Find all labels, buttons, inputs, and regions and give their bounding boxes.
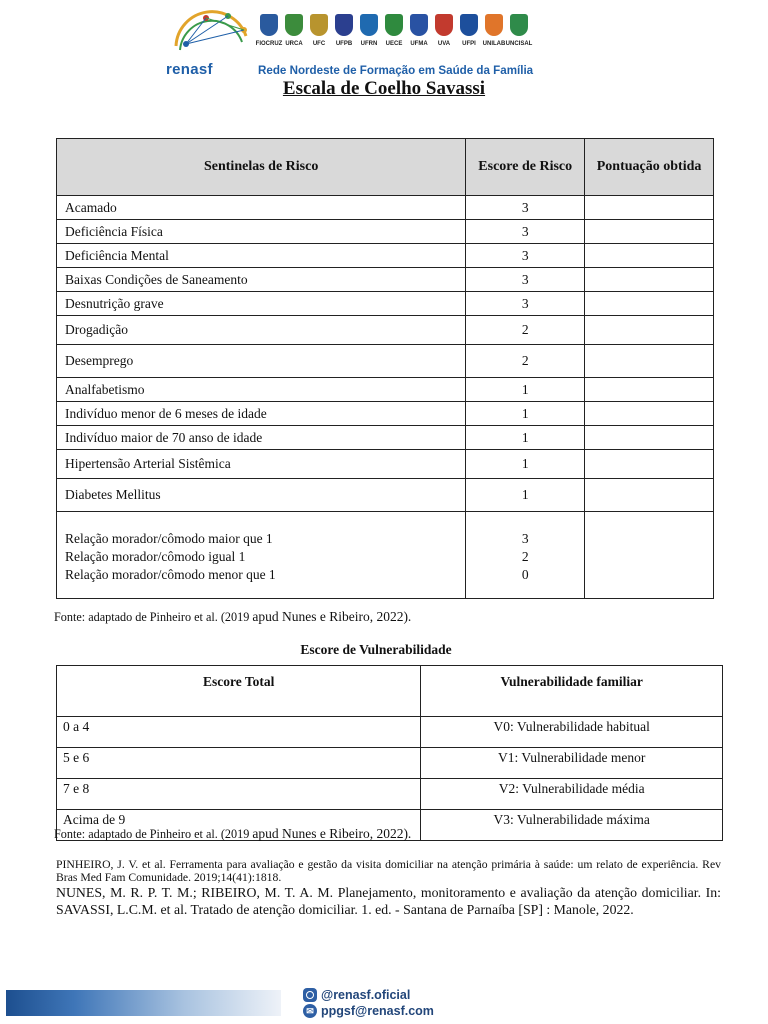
institution-crest-icon — [510, 14, 528, 36]
header-total-score: Escore Total — [57, 666, 421, 717]
vulnerability-table — [56, 665, 723, 841]
instagram-contact[interactable] — [303, 988, 410, 1002]
reference-pinheiro: PINHEIRO, J. V. et al. Ferramenta para avaliação e gestão da visita domiciliar na atenção primária à saúde: um relato de experiência. Rev Bras Med Fam Comunidade. 2019;14(41):1818. — [56, 858, 721, 884]
risk-score: 1 — [466, 378, 585, 402]
institution-crest-icon — [385, 14, 403, 36]
score-obtained-cell[interactable] — [585, 345, 714, 378]
risk-label: Deficiência Mental — [57, 244, 466, 268]
risk-row — [57, 402, 714, 426]
risk-score: 1 — [466, 450, 585, 479]
ratio-label: Relação morador/cômodo menor que 1 — [65, 567, 276, 582]
institution-crest-icon — [285, 14, 303, 36]
risk-label: Acamado — [57, 196, 466, 220]
risk-label: Indivíduo menor de 6 meses de idade — [57, 402, 466, 426]
risk-row — [57, 292, 714, 316]
vulnerability-level: V3: Vulnerabilidade máxima — [421, 810, 723, 841]
institution-logos — [255, 14, 533, 56]
institution-logo — [408, 14, 430, 56]
vulnerability-level: V0: Vulnerabilidade habitual — [421, 717, 723, 748]
institution-abbr: UVA — [437, 41, 451, 47]
risk-row — [57, 220, 714, 244]
institution-crest-icon — [435, 14, 453, 36]
vulnerability-row — [57, 779, 723, 810]
email-contact[interactable] — [303, 1004, 434, 1018]
risk-row-ratio — [57, 512, 714, 599]
header-risk-score: Escore de Risco — [466, 139, 585, 196]
ratio-labels — [57, 512, 466, 599]
institution-abbr: UFRN — [360, 41, 378, 47]
risk-row — [57, 378, 714, 402]
instagram-handle: @renasf.oficial — [321, 988, 411, 1002]
renasf-network-graphic — [166, 6, 256, 62]
institution-logo — [283, 14, 305, 56]
institution-abbr: FIOCRUZ — [255, 41, 283, 47]
vulnerability-title: Escore de Vulnerabilidade — [300, 642, 452, 657]
score-obtained-cell[interactable] — [585, 378, 714, 402]
score-range: 5 e 6 — [57, 748, 421, 779]
source-suffix: apud Nunes e Ribeiro, 2022). — [252, 609, 412, 624]
risk-row — [57, 426, 714, 450]
risk-row — [57, 345, 714, 378]
ratio-score: 2 — [521, 549, 529, 564]
risk-score: 1 — [466, 402, 585, 426]
risk-label: Hipertensão Arterial Sistêmica — [57, 450, 466, 479]
risk-label: Baixas Condições de Saneamento — [57, 268, 466, 292]
risk-score: 2 — [466, 316, 585, 345]
score-obtained-cell[interactable] — [585, 450, 714, 479]
network-name: Rede Nordeste de Formação em Saúde da Família — [258, 64, 534, 77]
score-obtained-cell[interactable] — [585, 426, 714, 450]
risk-row — [57, 450, 714, 479]
risk-score: 2 — [466, 345, 585, 378]
score-range: 0 a 4 — [57, 717, 421, 748]
institution-logo — [308, 14, 330, 56]
institution-crest-icon — [360, 14, 378, 36]
institution-logo — [433, 14, 455, 56]
source-prefix: Fonte: adaptado de Pinheiro et al. (2019 — [54, 827, 250, 841]
score-obtained-cell[interactable] — [585, 479, 714, 512]
score-range: Acima de 9 — [57, 810, 421, 841]
risk-score: 1 — [466, 426, 585, 450]
ratio-score: 3 — [521, 531, 529, 546]
institution-abbr: UNCISAL — [505, 41, 533, 47]
institution-abbr: UFPB — [335, 41, 353, 47]
score-obtained-cell[interactable] — [585, 268, 714, 292]
institution-abbr: UECE — [385, 41, 403, 47]
score-obtained-cell[interactable] — [585, 512, 714, 599]
page-title: Escala de Coelho Savassi — [282, 78, 486, 99]
risk-label: Deficiência Física — [57, 220, 466, 244]
ratio-scores — [466, 512, 585, 599]
risk-row — [57, 268, 714, 292]
institution-abbr: UFPI — [462, 41, 476, 47]
institution-crest-icon — [335, 14, 353, 36]
institution-crest-icon — [310, 14, 328, 36]
risk-row — [57, 244, 714, 268]
source-suffix: apud Nunes e Ribeiro, 2022). — [252, 826, 412, 841]
risk-row — [57, 316, 714, 345]
institution-crest-icon — [260, 14, 278, 36]
institution-abbr: UNILAB — [482, 41, 506, 47]
source-prefix: Fonte: adaptado de Pinheiro et al. (2019 — [54, 610, 250, 624]
institution-logo — [383, 14, 405, 56]
risk-label: Desemprego — [57, 345, 466, 378]
references — [56, 858, 721, 918]
vulnerability-row — [57, 717, 723, 748]
risk-score: 3 — [466, 196, 585, 220]
reference-nunes: NUNES, M. R. P. T. M.; RIBEIRO, M. T. A. M. Planejamento, monitoramento e avaliação da atenção domiciliar. In: SAVASSI, L.C.M. et al. Tratado de atenção domiciliar. 1. ed. - Santana de Parnaíba [SP] : Manole, 2022. — [56, 885, 721, 917]
header-family-vulnerability: Vulnerabilidade familiar — [421, 666, 723, 717]
institution-logo — [505, 14, 533, 56]
footer-gradient-bar — [6, 990, 281, 1016]
risk-score: 3 — [466, 268, 585, 292]
risk-score: 1 — [466, 479, 585, 512]
risk-score: 3 — [466, 292, 585, 316]
institution-logo — [333, 14, 355, 56]
header-sentinels: Sentinelas de Risco — [57, 139, 466, 196]
risk-label: Diabetes Mellitus — [57, 479, 466, 512]
score-obtained-cell[interactable] — [585, 244, 714, 268]
renasf-logo — [166, 6, 256, 78]
logo-text: renasf — [166, 61, 213, 78]
institution-abbr: UFC — [312, 41, 326, 47]
institution-crest-icon — [460, 14, 478, 36]
institution-crest-icon — [410, 14, 428, 36]
email-address: ppgsf@renasf.com — [321, 1004, 434, 1018]
risk-score: 3 — [466, 220, 585, 244]
institution-logo — [358, 14, 380, 56]
risk-score: 3 — [466, 244, 585, 268]
score-obtained-cell[interactable] — [585, 292, 714, 316]
institution-abbr: URCA — [285, 41, 303, 47]
instagram-icon — [303, 988, 317, 1002]
risk-row — [57, 196, 714, 220]
header-score-obtained: Pontuação obtida — [585, 139, 714, 196]
score-obtained-cell[interactable] — [585, 316, 714, 345]
ratio-score: 0 — [521, 567, 529, 582]
risk-table-header — [57, 139, 714, 196]
institution-logo — [483, 14, 505, 56]
score-obtained-cell[interactable] — [585, 220, 714, 244]
risk-row — [57, 479, 714, 512]
vulnerability-level: V2: Vulnerabilidade média — [421, 779, 723, 810]
vulnerability-table-header — [57, 666, 723, 717]
vulnerability-level: V1: Vulnerabilidade menor — [421, 748, 723, 779]
score-obtained-cell[interactable] — [585, 402, 714, 426]
risk-table-source — [54, 609, 411, 625]
email-icon: ✉ — [303, 1004, 317, 1018]
institution-logo — [458, 14, 480, 56]
vulnerability-table-source — [54, 826, 411, 842]
institution-crest-icon — [485, 14, 503, 36]
institution-logo — [255, 14, 283, 56]
score-obtained-cell[interactable] — [585, 196, 714, 220]
ratio-label: Relação morador/cômodo igual 1 — [65, 549, 246, 564]
risk-label: Indivíduo maior de 70 anso de idade — [57, 426, 466, 450]
vulnerability-row — [57, 748, 723, 779]
risk-label: Drogadição — [57, 316, 466, 345]
ratio-label: Relação morador/cômodo maior que 1 — [65, 531, 273, 546]
score-range: 7 e 8 — [57, 779, 421, 810]
risk-label: Analfabetismo — [57, 378, 466, 402]
risk-table — [56, 138, 714, 599]
risk-label: Desnutrição grave — [57, 292, 466, 316]
institution-abbr: UFMA — [410, 41, 428, 47]
